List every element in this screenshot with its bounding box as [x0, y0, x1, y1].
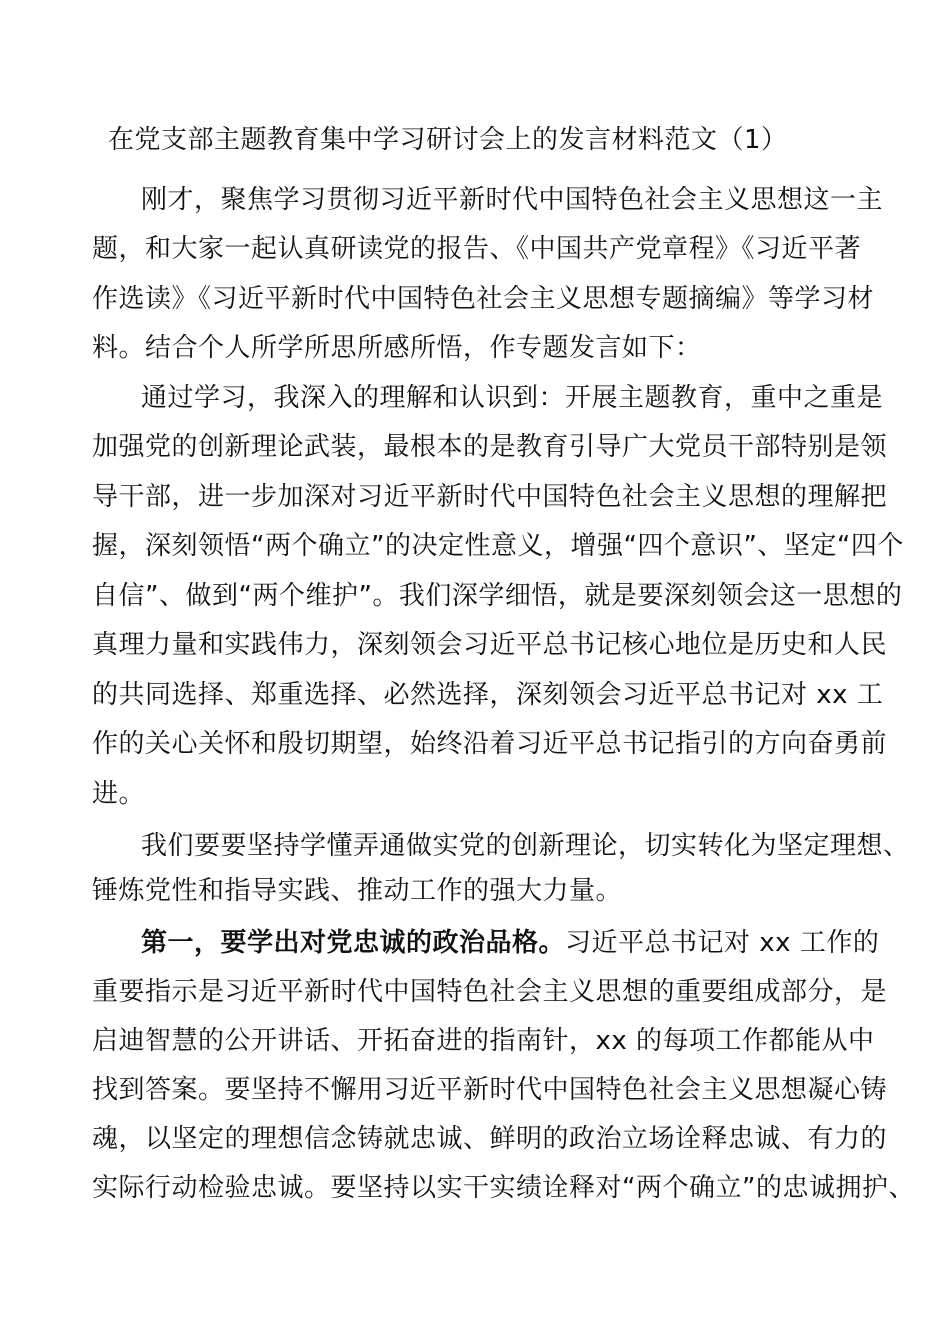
paragraph-2-line-1: 通过学习，我深入的理解和认识到：开展主题教育，重中之重是 — [141, 383, 884, 413]
paragraph-2-line-3: 导干部，进一步加深对习近平新时代中国特色社会主义思想的理解把 — [92, 482, 888, 512]
paragraph-4-line-6: 实际行动检验忠诚。要坚持以实干实绩诠释对“两个确立”的忠诚拥护、 — [92, 1173, 915, 1203]
document-title: 在党支部主题教育集中学习研讨会上的发言材料范文（1） — [108, 125, 788, 155]
paragraph-3-line-1: 我们要要坚持学懂弄通做实党的创新理论，切实转化为坚定理想、 — [141, 831, 910, 861]
paragraph-1-line-4: 料。结合个人所学所思所感所悟，作专题发言如下： — [92, 333, 702, 363]
paragraph-2-line-4: 握，深刻领悟“两个确立”的决定性意义，增强“四个意识”、坚定“四个 — [92, 531, 904, 561]
paragraph-4-line-3: 启迪智慧的公开讲话、开拓奋进的指南针，xx 的每项工作都能从中 — [92, 1026, 875, 1056]
paragraph-1-line-1: 刚才，聚焦学习贯彻习近平新时代中国特色社会主义思想这一主 — [141, 185, 884, 215]
paragraph-1-line-2: 题，和大家一起认真研读党的报告、《中国共产党章程》《习近平著 — [92, 234, 862, 264]
paragraph-4-line-2: 重要指示是习近平新时代中国特色社会主义思想的重要组成部分，是 — [92, 977, 888, 1007]
paragraph-4-line-1-rest: 习近平总书记对 xx 工作的 — [565, 928, 880, 958]
paragraph-1-line-3: 作选读》《习近平新时代中国特色社会主义思想专题摘编》等学习材 — [92, 284, 875, 314]
paragraph-2-line-9: 进。 — [92, 779, 146, 809]
paragraph-2-line-8: 作的关心关怀和殷切期望，始终沿着习近平总书记指引的方向奋勇前 — [92, 729, 888, 759]
paragraph-3-line-2: 锤炼党性和指导实践、推动工作的强大力量。 — [92, 876, 623, 906]
paragraph-4-line-1 — [141, 923, 879, 963]
paragraph-4-line-4: 找到答案。要坚持不懈用习近平新时代中国特色社会主义思想凝心铸 — [92, 1075, 888, 1105]
paragraph-2-line-7: 的共同选择、郑重选择、必然选择，深刻领会习近平总书记对 xx 工 — [92, 680, 884, 710]
paragraph-2-line-2: 加强党的创新理论武装，最根本的是教育引导广大党员干部特别是领 — [92, 432, 888, 462]
paragraph-2-line-6: 真理力量和实践伟力，深刻领会习近平总书记核心地位是历史和人民 — [92, 630, 888, 660]
paragraph-4-line-5: 魂，以坚定的理想信念铸就忠诚、鲜明的政治立场诠释忠诚、有力的 — [92, 1124, 888, 1154]
section-heading-first: 第一，要学出对党忠诚的政治品格。 — [141, 928, 566, 958]
paragraph-2-line-5: 自信”、做到“两个维护”。我们深学细悟，就是要深刻领会这一思想的 — [92, 581, 903, 611]
